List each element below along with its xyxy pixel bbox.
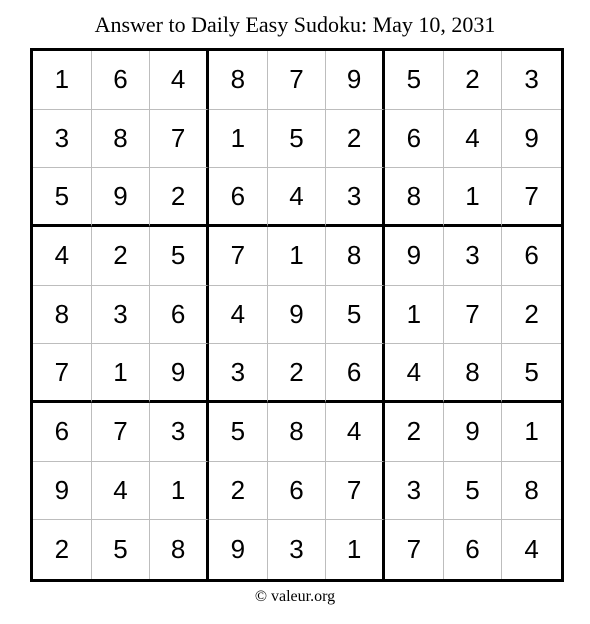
sudoku-cell: 5 <box>33 168 92 227</box>
sudoku-cell: 1 <box>268 227 327 286</box>
sudoku-cell: 5 <box>92 520 151 579</box>
sudoku-cell: 1 <box>502 403 561 462</box>
sudoku-cell: 7 <box>502 168 561 227</box>
sudoku-cell: 7 <box>326 462 385 521</box>
sudoku-cell: 1 <box>150 462 209 521</box>
sudoku-cell: 6 <box>268 462 327 521</box>
sudoku-cell: 1 <box>209 110 268 169</box>
sudoku-cell: 9 <box>150 344 209 403</box>
sudoku-cell: 3 <box>385 462 444 521</box>
sudoku-cell: 9 <box>326 51 385 110</box>
sudoku-cell: 7 <box>385 520 444 579</box>
sudoku-cell: 7 <box>209 227 268 286</box>
sudoku-cell: 6 <box>502 227 561 286</box>
sudoku-cell: 5 <box>444 462 503 521</box>
sudoku-cell: 4 <box>268 168 327 227</box>
sudoku-cell: 8 <box>33 286 92 345</box>
sudoku-cell: 2 <box>326 110 385 169</box>
sudoku-cell: 4 <box>326 403 385 462</box>
sudoku-cell: 4 <box>150 51 209 110</box>
sudoku-cell: 4 <box>209 286 268 345</box>
sudoku-cell: 9 <box>209 520 268 579</box>
sudoku-cell: 2 <box>92 227 151 286</box>
sudoku-cell: 5 <box>268 110 327 169</box>
sudoku-cell: 3 <box>33 110 92 169</box>
sudoku-cell: 3 <box>326 168 385 227</box>
sudoku-cell: 7 <box>268 51 327 110</box>
sudoku-cell: 4 <box>444 110 503 169</box>
sudoku-cell: 8 <box>385 168 444 227</box>
sudoku-cell: 6 <box>385 110 444 169</box>
sudoku-cell: 3 <box>92 286 151 345</box>
sudoku-cell: 1 <box>444 168 503 227</box>
sudoku-cell: 1 <box>92 344 151 403</box>
sudoku-cell: 7 <box>33 344 92 403</box>
sudoku-cell: 6 <box>150 286 209 345</box>
sudoku-cell: 4 <box>92 462 151 521</box>
sudoku-cell: 3 <box>209 344 268 403</box>
sudoku-cell: 8 <box>150 520 209 579</box>
page-title: Answer to Daily Easy Sudoku: May 10, 2031 <box>94 12 496 37</box>
sudoku-cell: 1 <box>326 520 385 579</box>
sudoku-cell: 4 <box>33 227 92 286</box>
sudoku-cell: 9 <box>268 286 327 345</box>
sudoku-cell: 3 <box>444 227 503 286</box>
sudoku-cell: 4 <box>385 344 444 403</box>
sudoku-cell: 9 <box>33 462 92 521</box>
sudoku-cell: 3 <box>150 403 209 462</box>
sudoku-cell: 9 <box>444 403 503 462</box>
sudoku-cell: 9 <box>385 227 444 286</box>
sudoku-cell: 6 <box>209 168 268 227</box>
sudoku-cell: 1 <box>385 286 444 345</box>
sudoku-cell: 2 <box>268 344 327 403</box>
sudoku-cell: 3 <box>502 51 561 110</box>
sudoku-cell: 8 <box>209 51 268 110</box>
sudoku-cell: 8 <box>268 403 327 462</box>
sudoku-cell: 2 <box>150 168 209 227</box>
sudoku-cell: 8 <box>502 462 561 521</box>
sudoku-cell: 6 <box>33 403 92 462</box>
sudoku-cell: 8 <box>326 227 385 286</box>
sudoku-cell: 8 <box>92 110 151 169</box>
sudoku-cell: 3 <box>268 520 327 579</box>
sudoku-cell: 8 <box>444 344 503 403</box>
sudoku-cell: 5 <box>209 403 268 462</box>
sudoku-cell: 6 <box>444 520 503 579</box>
sudoku-cell: 9 <box>502 110 561 169</box>
sudoku-cell: 9 <box>92 168 151 227</box>
sudoku-cell: 5 <box>385 51 444 110</box>
sudoku-cell: 2 <box>385 403 444 462</box>
sudoku-cell: 7 <box>444 286 503 345</box>
sudoku-cell: 2 <box>502 286 561 345</box>
sudoku-cell: 5 <box>326 286 385 345</box>
sudoku-cell: 7 <box>150 110 209 169</box>
sudoku-cell: 7 <box>92 403 151 462</box>
sudoku-cell: 6 <box>326 344 385 403</box>
sudoku-cell: 6 <box>92 51 151 110</box>
sudoku-cell: 5 <box>150 227 209 286</box>
sudoku-grid <box>30 48 564 582</box>
sudoku-cell: 4 <box>524 534 539 565</box>
copyright-footer: © valeur.org <box>254 588 336 605</box>
sudoku-cell: 2 <box>33 520 92 579</box>
sudoku-cell: 5 <box>502 344 561 403</box>
sudoku-cell: 2 <box>209 462 268 521</box>
sudoku-cell: 1 <box>33 51 92 110</box>
sudoku-cell: 2 <box>444 51 503 110</box>
